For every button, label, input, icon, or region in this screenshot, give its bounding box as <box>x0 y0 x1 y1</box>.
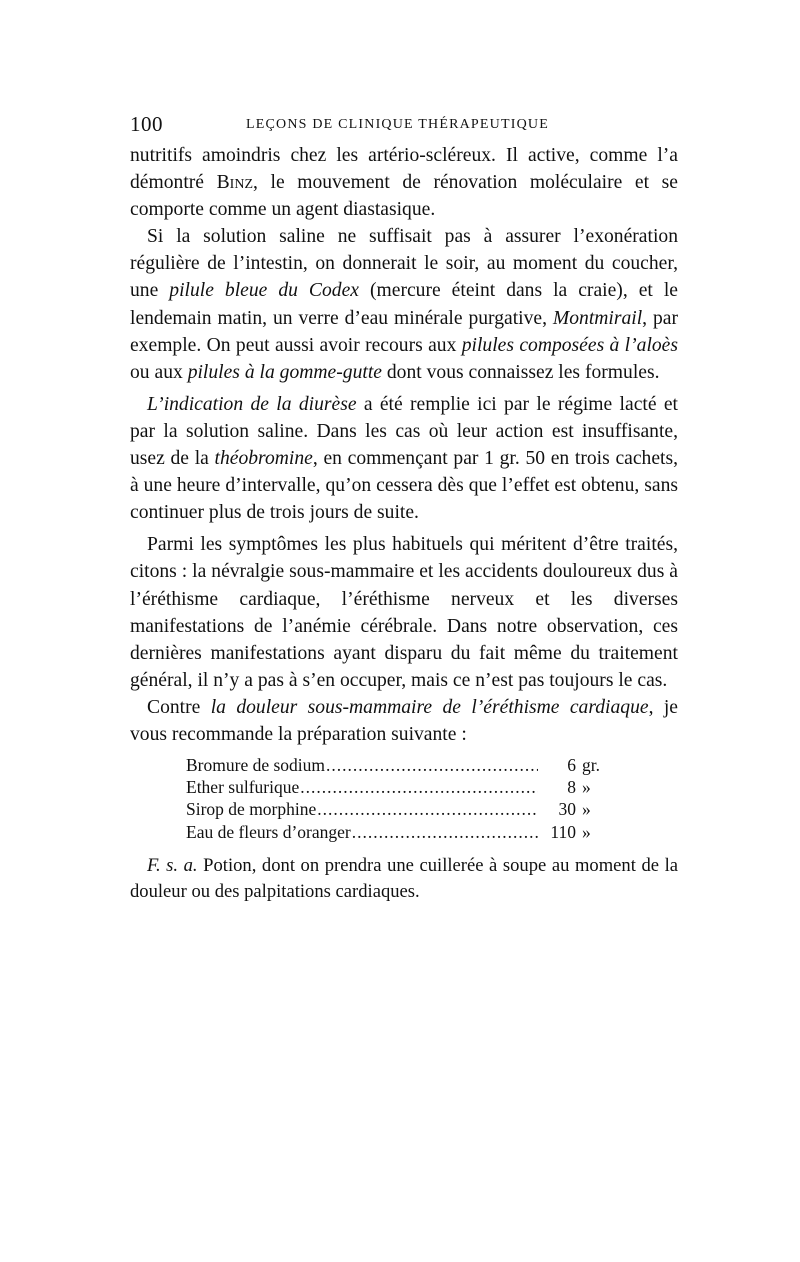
page-number: 100 <box>130 112 163 136</box>
ingredient-quantity: 110 <box>550 821 576 842</box>
dot-leader <box>352 821 538 843</box>
ingredient-name: Bromure de sodium <box>186 755 326 776</box>
ingredient-unit: » <box>582 777 591 798</box>
ingredient-unit: » <box>582 821 591 842</box>
ingredient-quantity: 8 <box>567 777 576 798</box>
prescription-row <box>186 821 624 843</box>
remedy-name: Montmirail <box>552 307 643 329</box>
text-run: Potion, dont on prendra une cuillerée à soupe au moment de la douleur ou des palpitations cardiaques. <box>130 854 678 902</box>
prescription-row <box>186 754 624 776</box>
remedy-name: pilules composées à l’aloès <box>461 334 679 356</box>
text-run: , je vous recommande la préparation suivante : <box>130 696 678 745</box>
ingredient-quantity: 6 <box>567 755 576 776</box>
dot-leader <box>300 776 538 798</box>
ingredient-unit: gr. <box>582 755 600 776</box>
running-title: LEÇONS DE CLINIQUE THÉRAPEUTIQUE <box>246 117 549 132</box>
ingredient-unit: » <box>582 799 591 820</box>
paragraph-diurese <box>130 391 678 526</box>
text-run: , par exemple. On peut aussi avoir recours aux <box>130 307 678 356</box>
prescription-list <box>186 754 624 843</box>
prescription-row <box>186 798 624 820</box>
paragraph-symptomes: Parmi les symptômes les plus habituels qui méritent d’être traités, citons : la névralgie sous-mammaire et les accidents douloureux dus à l’éréthisme cardiaque, l’éréthisme nerveux et les diverses manifestations de l’anémie cérébrale. Dans notre observation, ces dernières manifestations ayant disparu du fait même du traitement général, il n’y a pas à s’en occuper, mais ce n’est pas toujours le cas. <box>130 534 678 691</box>
remedy-name: pilules à la gomme-gutte <box>187 361 382 383</box>
author-name: Binz <box>216 172 254 194</box>
ingredient-name: Eau de fleurs d’oranger <box>186 821 351 842</box>
remedy-name: théobromine <box>214 448 313 470</box>
emphasis: L’indication de la diurèse <box>147 393 357 415</box>
prescription-row <box>186 776 624 798</box>
text-run: , le mouvement de rénovation moléculaire et se comporte comme un agent diastasique. <box>130 172 678 221</box>
paragraph-contre <box>130 694 678 748</box>
text-run: a été remplie ici par le régime lacté et par la solution saline. Dans les cas où leur action est insuffisante, usez de la <box>130 393 678 470</box>
text-run: , en commençant par 1 gr. 50 en trois cachets, à une heure d’intervalle, qu’on cessera dès que l’effet est obtenu, sans continuer plus de trois jours de suite. <box>130 448 678 524</box>
dot-leader <box>317 798 538 820</box>
formula-abbreviation: F. s. a. <box>147 854 198 876</box>
remedy-name: pilule bleue du Codex <box>169 280 359 302</box>
book-page <box>130 112 678 905</box>
ingredient-name: Ether sulfurique <box>186 777 300 798</box>
dot-leader <box>326 754 538 776</box>
text-run: Contre <box>147 696 211 718</box>
ingredient-quantity: 30 <box>558 799 576 820</box>
ingredient-name: Sirop de morphine <box>186 799 317 820</box>
text-run: ou aux <box>130 361 188 383</box>
page-header <box>130 112 678 142</box>
text-run: nutritifs amoindris chez les artério-scléreux. Il active, comme l’a démontré <box>130 145 678 194</box>
paragraph-potion <box>130 853 678 905</box>
emphasis: la douleur sous-mammaire de l’éréthisme cardiaque <box>210 696 649 718</box>
text-run: (mercure éteint dans la craie), et le lendemain matin, un verre d’eau minérale purgative, <box>130 280 678 329</box>
text-run: Si la solution saline ne suffisait pas à assurer l’exonération régulière de l’intestin, on donnerait le soir, au moment du coucher, une <box>130 226 678 302</box>
paragraph-binz <box>130 142 678 223</box>
body-text <box>130 142 678 905</box>
paragraph-exoneration <box>130 223 678 386</box>
text-run: dont vous connaissez les formules. <box>381 361 660 383</box>
